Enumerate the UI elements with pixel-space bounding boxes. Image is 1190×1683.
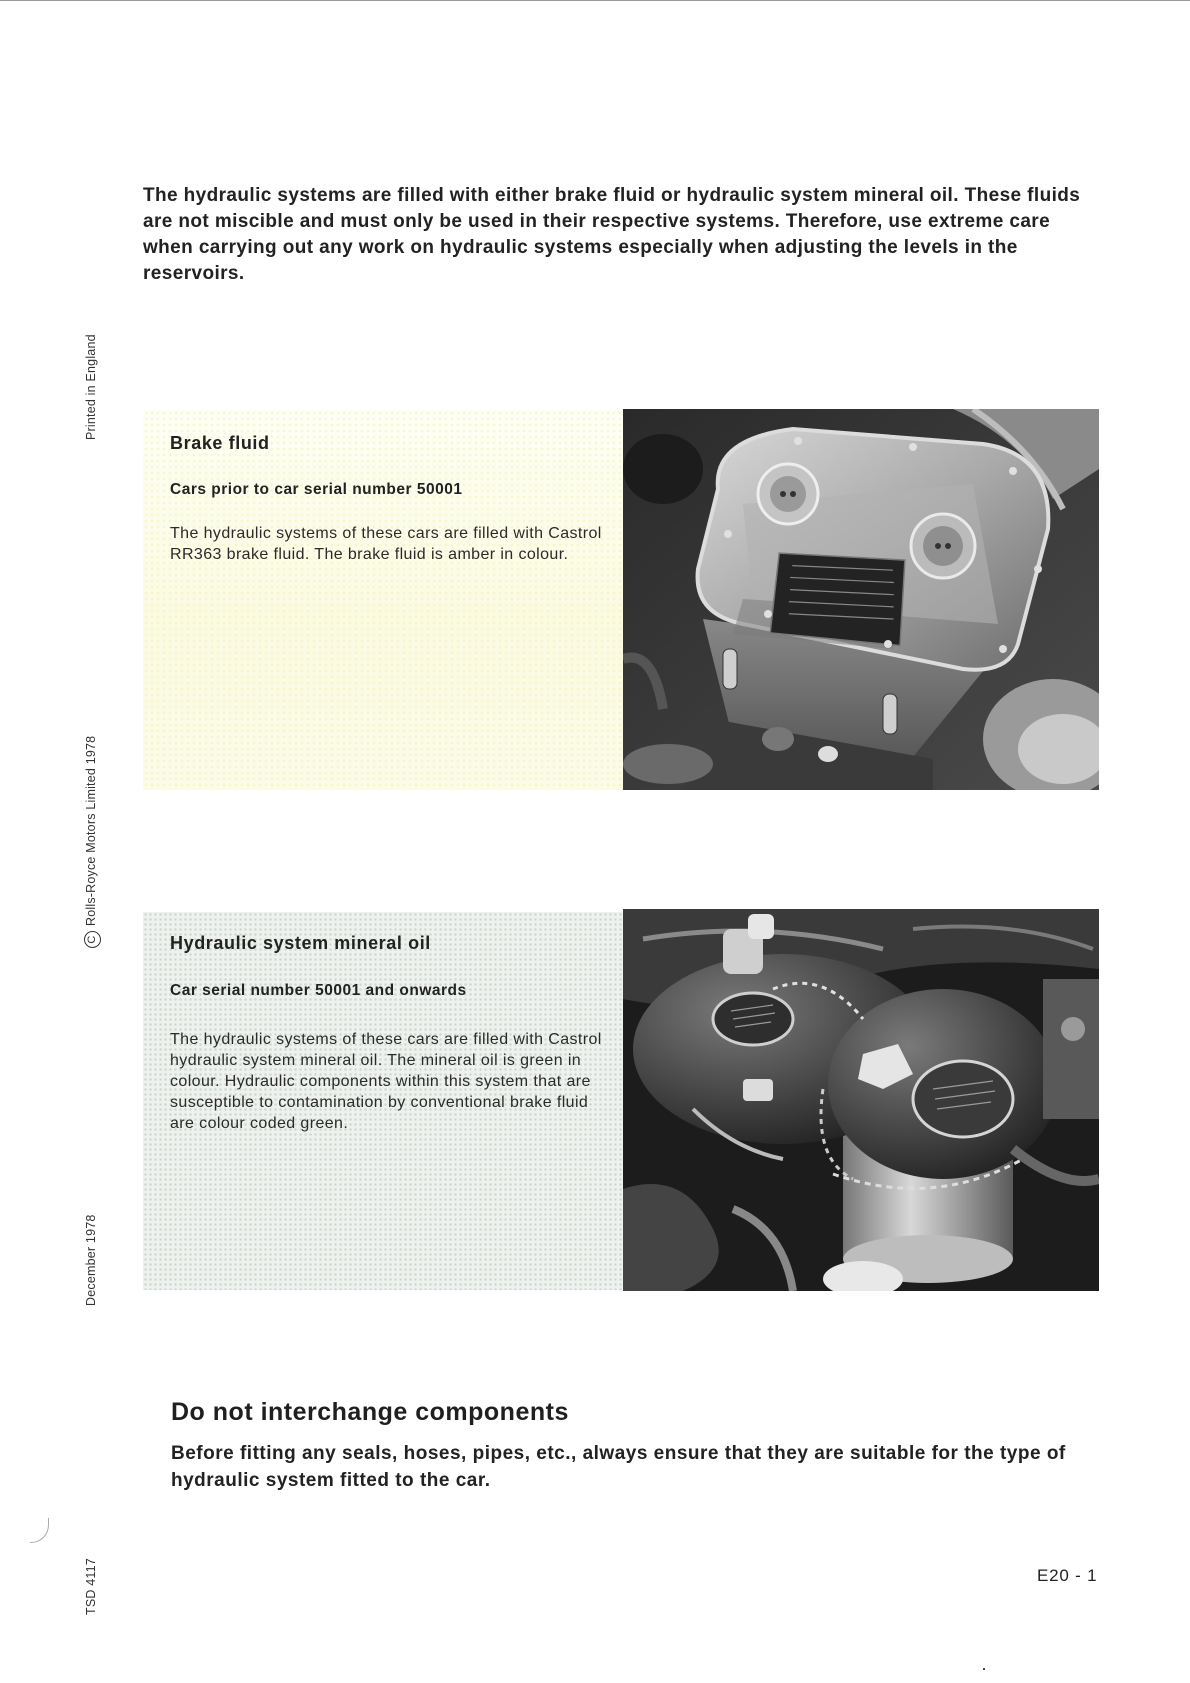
margin-date: December 1978 [84, 1214, 98, 1306]
mineral-oil-title: Hydraulic system mineral oil [170, 933, 431, 953]
warning-body: Before fitting any seals, hoses, pipes, etc., always ensure that they are suitable for the type of hydraulic system fitted to the car. [171, 1443, 1066, 1491]
margin-doc-number: TSD 4117 [84, 1558, 98, 1615]
brake-fluid-panel [143, 410, 623, 790]
warning-section [171, 1398, 1111, 1494]
copyright-symbol-icon: C [84, 931, 101, 948]
margin-printed-in-england: Printed in England [84, 334, 98, 440]
brake-fluid-subtitle: Cars prior to car serial number 50001 [170, 481, 463, 498]
brake-fluid-reservoir-photo [623, 409, 1099, 790]
intro-paragraph: The hydraulic systems are filled with either brake fluid or hydraulic system mineral oil. These fluids are not miscible and must only be used in their respective systems. Therefore, use extreme care when carrying out any work on hydraulic systems especially when adjusting the levels in the reservoirs. [143, 185, 1081, 284]
scan-speck [983, 1668, 985, 1670]
copyright-text: Rolls-Royce Motors Limited 1978 [84, 735, 98, 926]
mineral-oil-body: The hydraulic systems of these cars are filled with Castrol hydraulic system mineral oil. The mineral oil is green in colour. Hydraulic components within this system that are susceptible to contamination by conventional brake fluid are colour coded green. [170, 1031, 602, 1132]
brake-fluid-body: The hydraulic systems of these cars are filled with Castrol RR363 brake fluid. The brake fluid is amber in colour. [170, 525, 602, 563]
brake-fluid-title: Brake fluid [170, 433, 270, 453]
top-border-line [0, 0, 1190, 1]
mineral-oil-reservoir-photo [623, 909, 1099, 1291]
page-number: E20 - 1 [1037, 1566, 1098, 1585]
mineral-oil-subtitle: Car serial number 50001 and onwards [170, 982, 467, 999]
margin-copyright [84, 736, 101, 948]
margin-pencil-mark [30, 1518, 49, 1543]
mineral-oil-panel [143, 912, 623, 1290]
warning-title: Do not interchange components [171, 1398, 569, 1426]
